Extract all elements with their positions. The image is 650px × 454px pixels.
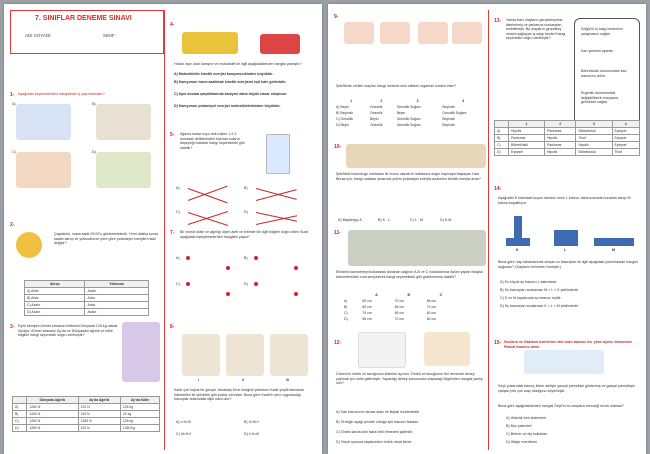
option-label[interactable]: B) [244,186,248,190]
table-cell: 210 N [78,411,120,418]
figure-label: II [242,378,244,382]
option-label[interactable]: D) K-M [440,218,452,222]
illustration-image [96,104,151,140]
table-cell: 70 cm [394,317,404,321]
question-text: Eylül hemşire Ahmet amcanın kütlesini Dünyada 126 kg olarak ölçüyor. Ahmet amcanın Ay'da ve Dünyadaki ağırlık ve kütle bilgileri hangi seçenekte doğru verilmiştir? [18,324,118,338]
table-cell: Pankreas [545,128,576,135]
option-label[interactable]: D) [244,282,248,286]
table-header: 1 [350,99,352,103]
nurse-scale-illustration [122,322,160,382]
option-label[interactable]: B) K - L [378,218,391,222]
option-label[interactable]: D) [244,210,248,214]
table-cell: B) [495,135,509,142]
option-label[interactable]: D) Tavuk çamura saplanırken ördek rahat ilerler [336,440,412,444]
table-cell: 60 cm [426,311,437,315]
table-cell: Böbreküstü [576,128,612,135]
table-header [13,397,27,404]
table-row[interactable] [25,295,149,302]
container-k [506,238,514,246]
question-text: Hızları aynı olan kamyon ve motosiklet ile ilgili aşağıdakilerden hangisi yanlıştır? [174,62,302,66]
table-cell: A) [495,128,509,135]
option-label[interactable]: A) I>II>III [176,420,191,424]
table-cell: Azalır. [85,288,149,295]
table-cell: Beyincik [442,105,455,109]
table-cell: 21 kg [120,411,159,418]
question-number: 2- [10,222,15,228]
table-cell: Artar. [85,295,149,302]
question-text: Seçil yukarıdaki basınç iletim aletiyle gazçal prensibini göstermiş ve gazçal prensibiyle çalışan pek çok araç olduğunu söylemiştir. [498,384,636,393]
table-cell: Pankreas [508,135,544,142]
table-cell: D) Beyin [336,123,350,127]
table-header: Yelkovan [85,281,149,288]
question-number: 4- [170,22,175,28]
question-number: 12- [334,340,342,346]
table-cell: 210 N [78,425,120,432]
question-text: Bir cismin kütle ve ağırlığı ölçen aleti ve birimleri ile ilgili bilgileri doğru bilen Sude aşağıdaki eşleştirmelerden hangisini yapar? [180,230,309,239]
table-cell: B) [344,305,348,309]
question-number: 9- [334,14,339,20]
table-row[interactable] [495,149,640,156]
table-header: Ay'da Ağırlık [78,397,120,404]
table-header: 4 [612,121,640,128]
table-cell: 1260 N [27,411,78,418]
table-row[interactable] [495,135,640,142]
container-label: K [516,248,519,252]
table-row[interactable] [342,316,457,322]
table-cell: Azalır. [85,309,149,316]
option-label[interactable]: C) K ve M kaplarında su basıncı eşittir. [500,296,562,300]
option-label[interactable]: A) Hidrolik fren sistemleri [506,416,546,420]
option-label[interactable]: A) En küçük su basıncı L katındadır. [500,280,558,284]
illustration-image [16,152,71,188]
table-row[interactable] [13,418,160,425]
option-label[interactable]: B) II>III>I [244,420,259,424]
table-cell: C) [495,142,509,149]
illustration-image [418,22,448,44]
match-point [254,256,258,260]
table-cell: D) Azalır. [25,309,85,316]
connector-line [188,212,228,226]
table-cell: 65 cm [362,317,372,321]
table-cell: Beyin [370,117,379,121]
table-header: 2 [545,121,576,128]
taekwondo-pose-illustration [226,334,264,376]
table-cell: D) [13,425,27,432]
table-row[interactable] [25,288,149,295]
question-text: Buna göre; kap tabanlarında oluşan su basınçları ile ilgili aşağıdaki yorumlardan hangisi doğrudur? (Kapların bölmeleri özdeştir.) [498,260,638,269]
table-cell: Hipofiz [508,128,544,135]
table-cell: Hipofiz [545,149,576,156]
option-label[interactable]: A) [176,256,180,260]
table-cell: 65 cm [426,299,437,303]
question-number: 13- [494,18,502,24]
alarm-clock-icon [16,232,42,258]
phone-list-item: Böbreküstü dokusundan kan basıncını artırır. [581,69,627,78]
table-cell: 60 cm [426,317,437,321]
table-cell: Omurilik Soğanı [396,105,421,109]
option-label[interactable]: C) III>II>I [176,432,191,436]
taekwondo-pose-illustration [182,334,220,376]
table-cell: Eşeysel [508,149,544,156]
match-point [226,292,230,296]
figure-label: III [286,378,289,382]
option-label[interactable]: C) Ördek karda izini fazla belli etmeden gidebilir. [336,430,413,434]
table-cell: Böbreküstü [508,142,544,149]
column-divider [164,10,165,450]
table-cell: Beyincik [442,123,455,127]
table-cell: 1260 N [27,404,78,411]
option-label[interactable]: A) Motosikletin kinetik enerjisi kamyonunkinden büyüktür. [174,72,274,76]
illustration-image [96,152,151,188]
table-cell: 65 cm [394,311,404,315]
option-label[interactable]: B) [244,256,248,260]
table-cell: 126 kg [120,404,159,411]
option-label[interactable]: C) [12,150,16,154]
match-point [294,292,298,296]
table-cell: Eşeysel [612,135,640,142]
table-cell: Beyin [396,111,406,115]
table-header: C [439,293,443,297]
water-container [266,134,290,174]
table-cell: 65 cm [394,305,404,309]
table-cell: Beyincik [442,117,455,121]
option-label[interactable]: D) Su basınçları sıralaması K = L > M şeklindedir. [500,304,579,308]
container-l [554,230,578,246]
column-divider [488,10,489,450]
table-cell: D) [495,149,509,156]
table-cell: 1260 N [27,425,78,432]
table-row[interactable] [495,128,640,135]
table-header: 3 [416,99,419,103]
class-field[interactable]: SINIF: [103,33,116,38]
question-number: 14- [494,186,502,192]
truck-illustration [182,32,238,54]
table-header: 3 [576,121,612,128]
pascal-device-illustration [524,350,604,374]
container-label: L [564,248,567,252]
table-cell: 1260 N [27,418,78,425]
table-cell: Hipofiz [545,135,576,142]
question-number: 10- [334,144,342,150]
table-cell: 70 cm [362,311,372,315]
table-cell: A) Beyin [336,105,349,109]
container-label: M [612,248,615,252]
container-m [594,238,634,246]
match-point [254,282,258,286]
table-cell: A) [13,404,27,411]
question-number: 7- [170,230,175,236]
table-row[interactable] [25,309,149,316]
table-cell: 1260 N [78,418,120,425]
table-cell: Eşeysel [612,128,640,135]
table-cell: C) Azalır. [25,302,85,309]
answer-table [342,292,457,322]
option-label[interactable]: D) [92,150,96,154]
table-cell: Tiroit [612,149,640,156]
table-cell: A) Artar. [25,288,85,295]
table-cell: C) [13,418,27,425]
match-point [186,256,190,260]
table-cell: D) [344,317,348,321]
table-header: Dünyada Ağırlık [27,397,78,404]
table-cell: A) [344,299,348,303]
answer-table [494,120,640,156]
question-text: Buna göre aşağıdakilerden hangisi Seçil'in bu araçlara vereceği örnek olamaz? [498,404,624,408]
question-text: Güzem'in ördek ve tavuğunun kütleleri aynıdır. Ördek ve tavuğunun fen dersinde deney yapmak için onlla getirmiştir. Yapacağı deney sonucunda ulaşacağı bilgilerden hangisi yanlış olur? [336,372,483,386]
question-number: 15- [494,340,502,346]
option-label[interactable]: D) İtfaiye merdiveni [506,440,537,444]
table-cell: 60 cm [362,299,372,303]
match-point [186,282,190,286]
table-header: A [375,293,378,297]
option-label[interactable]: B) Ördeğin ayağı perdeli olduğu için basıncı fazladır. [336,420,420,424]
option-label[interactable]: C) Berber ve diş koltukları [506,432,548,436]
motorcycle-illustration [260,34,300,54]
question-text: Şekillerde verilen olayları hangi merkezi sinir sistemi organları kontrol eder? [336,84,457,88]
mountain-illustration [348,230,486,266]
hen-illustration [424,332,470,366]
table-cell: Hipofiz [576,142,612,149]
option-label[interactable]: B) Kamyonun hızını azaltmak kinetik enerjisini eşit hale getirebilir. [174,80,287,84]
question-number: 8- [170,324,175,330]
illustration-image [452,22,482,44]
exam-page-right [328,4,646,454]
exam-page-left [4,4,322,454]
question-text: Yanda bazı olayların gerçekleşmesi listelenmiş ve yanlarına numaraları belirtilmiştir. Bu olayların gerçekleş meşini sağlayan iş salgı bezleri hangi seçenekte doğru verilmiştir? [506,18,566,41]
answer-table [12,396,160,432]
table-row[interactable] [13,425,160,432]
container-k [522,238,530,246]
table-header: Ay'da Kütle [120,397,159,404]
table-row[interactable] [13,404,160,411]
option-label[interactable]: C) L - M [410,218,423,222]
table-cell: Omurilik Soğanı [442,111,467,115]
option-label[interactable]: A) Katı basıncının temas alanı ile ilişkisi incelenebilir. [336,410,420,414]
table-cell: Omurilik [370,123,383,127]
question-number: 5- [170,132,175,138]
table-cell: Omurilik Soğanı [396,123,421,127]
table-header: 1 [508,121,544,128]
figure-label: I [198,378,199,382]
slope-illustration [346,144,486,168]
table-cell: Böbreküstü [576,149,612,156]
question-text: Aşağıdaki seçeneklerden hangisinde iş yapılmamıştır? [18,92,105,96]
question-number: 3- [10,324,15,330]
match-point [294,266,298,270]
question-text: Kadir çok koşuk bir gençtir. Arkadaşı Emir fotoğraf çekerken Kadir çeşitli tekvando hareketleri ile şekildeki gibi pozlar vermiştir. Buna göre Kadir'in yere uygulandığı basınçlar arasındaki ilişki nasıl olur? [174,388,305,402]
illustration-image [16,104,71,140]
answer-table [334,98,486,128]
table-cell: B) Artar. [25,295,85,302]
option-label[interactable]: C) [176,282,180,286]
question-number: 11- [334,230,341,236]
table-cell: Tiroit [576,135,612,142]
table-cell: 210 N [78,404,120,411]
exam-header [10,10,164,54]
duck-illustration [358,332,406,368]
table-cell: B) [13,411,27,418]
table-cell: Artar. [85,302,149,309]
table-cell: Pankreas [545,142,576,149]
table-cell: Omurilik Soğanı [396,117,421,121]
exam-title: 7. SINIFLAR DENEME SINAVI [35,15,132,22]
table-row[interactable] [334,122,486,128]
option-label[interactable]: B) [92,102,96,106]
answer-table [24,280,149,316]
question-text: Çaydanlık, masa saati 09.00'u göstermektedir. Yirmi dakika sonra saatin akrep ve yelkovanının yere göre potansiyel enerjileri nasıl değişir? [54,232,158,246]
illustration-image [380,22,410,44]
connector-line [188,188,228,203]
phone-illustration [574,18,640,126]
question-text: Şekildeki bulunduğu noktadan ilk hızsız olarak M noktasına doğru kaymaya başlayan Hacı Burak için; hangi noktalar arasında çekim potansiyel enerjisi azalırken kinetik enerjisi artar? [336,172,481,181]
table-cell: 60 cm [362,305,372,309]
option-label[interactable]: A) [12,102,16,106]
table-header: B [407,293,410,297]
table-cell: Omurilik [370,105,383,109]
table-cell: 70 cm [394,299,404,303]
phone-list-item: Ergenlik dönemindeki değişikliklerin meydana gelmesini sağlar. [581,91,619,105]
table-cell: 1260 kg [120,425,159,432]
table-row[interactable] [495,142,640,149]
question-text: Ağzına kadar suyu dolu kabın 1,2,3 numaralı deliklerinden fışkıran suların düşeçeği noktalar hangi seçenekteki gibi olabilir? [180,132,245,150]
table-row[interactable] [25,302,149,309]
phone-list-item: Kan şekerini ayarlar. [581,49,614,53]
table-row[interactable] [13,411,160,418]
option-label[interactable]: C) [176,210,180,214]
option-label[interactable]: D) Kamyonun potansiyel enerjisi motosikletinkinden büyüktür. [174,104,281,108]
table-header: Akrep [25,281,85,288]
table-cell: B) Beyincik [336,111,353,115]
match-point [226,266,230,270]
option-label[interactable]: C) Aynı duvara çarptıklarında kamyon daha büyük hasar oluşturur. [174,92,288,96]
table-header [495,121,509,128]
table-cell: 126 kg [120,418,159,425]
table-cell: 70 cm [426,305,437,309]
connector-line [188,186,228,201]
question-text: Sıvıların ve Gazların üzerlerine etki eden basıncı her yöne aynen iletmesine Pascal Kanunu denir. [504,340,633,349]
option-label[interactable]: B) Su basınçları sıralaması M > L > K şeklindedir. [500,288,579,292]
option-label[interactable]: A) Başlangıç-K [338,218,362,222]
table-cell: C) [344,311,348,315]
phone-list-item: Düğün'ü iş salgı bezlerinin çalışmasını sağlar [581,27,623,36]
table-header: 2 [380,99,383,103]
name-field[interactable]: ADI SOYADI: [25,33,52,38]
table-cell: Eşeysel [612,142,640,149]
option-label[interactable]: A) [176,186,180,190]
illustration-image [344,22,374,44]
option-label[interactable]: D) I=II>III [244,432,259,436]
table-cell: C) Omurilik [336,117,353,121]
taekwondo-pose-illustration [270,334,308,376]
question-number: 1- [10,92,15,98]
table-cell: Omurilik [370,111,383,115]
connector-line [256,189,297,201]
question-text: Elindeki barometreyi kullanarak Ardahan dağının A,B ve C noktalarında ölçüm yapan Muştuk barometredeki cıva seviyelerini hangi seçenekteki gibi gözlemlemiş olabilir? [336,270,484,279]
question-text: Aşağıdaki K katındaki suyun tamamı önce L katına, daha sonrada buradan alınıp M katına boşaltılıyor. [498,196,631,205]
container-k [514,216,522,246]
option-label[interactable]: B) Buz patenleri [506,424,532,428]
table-header: 4 [462,99,465,103]
